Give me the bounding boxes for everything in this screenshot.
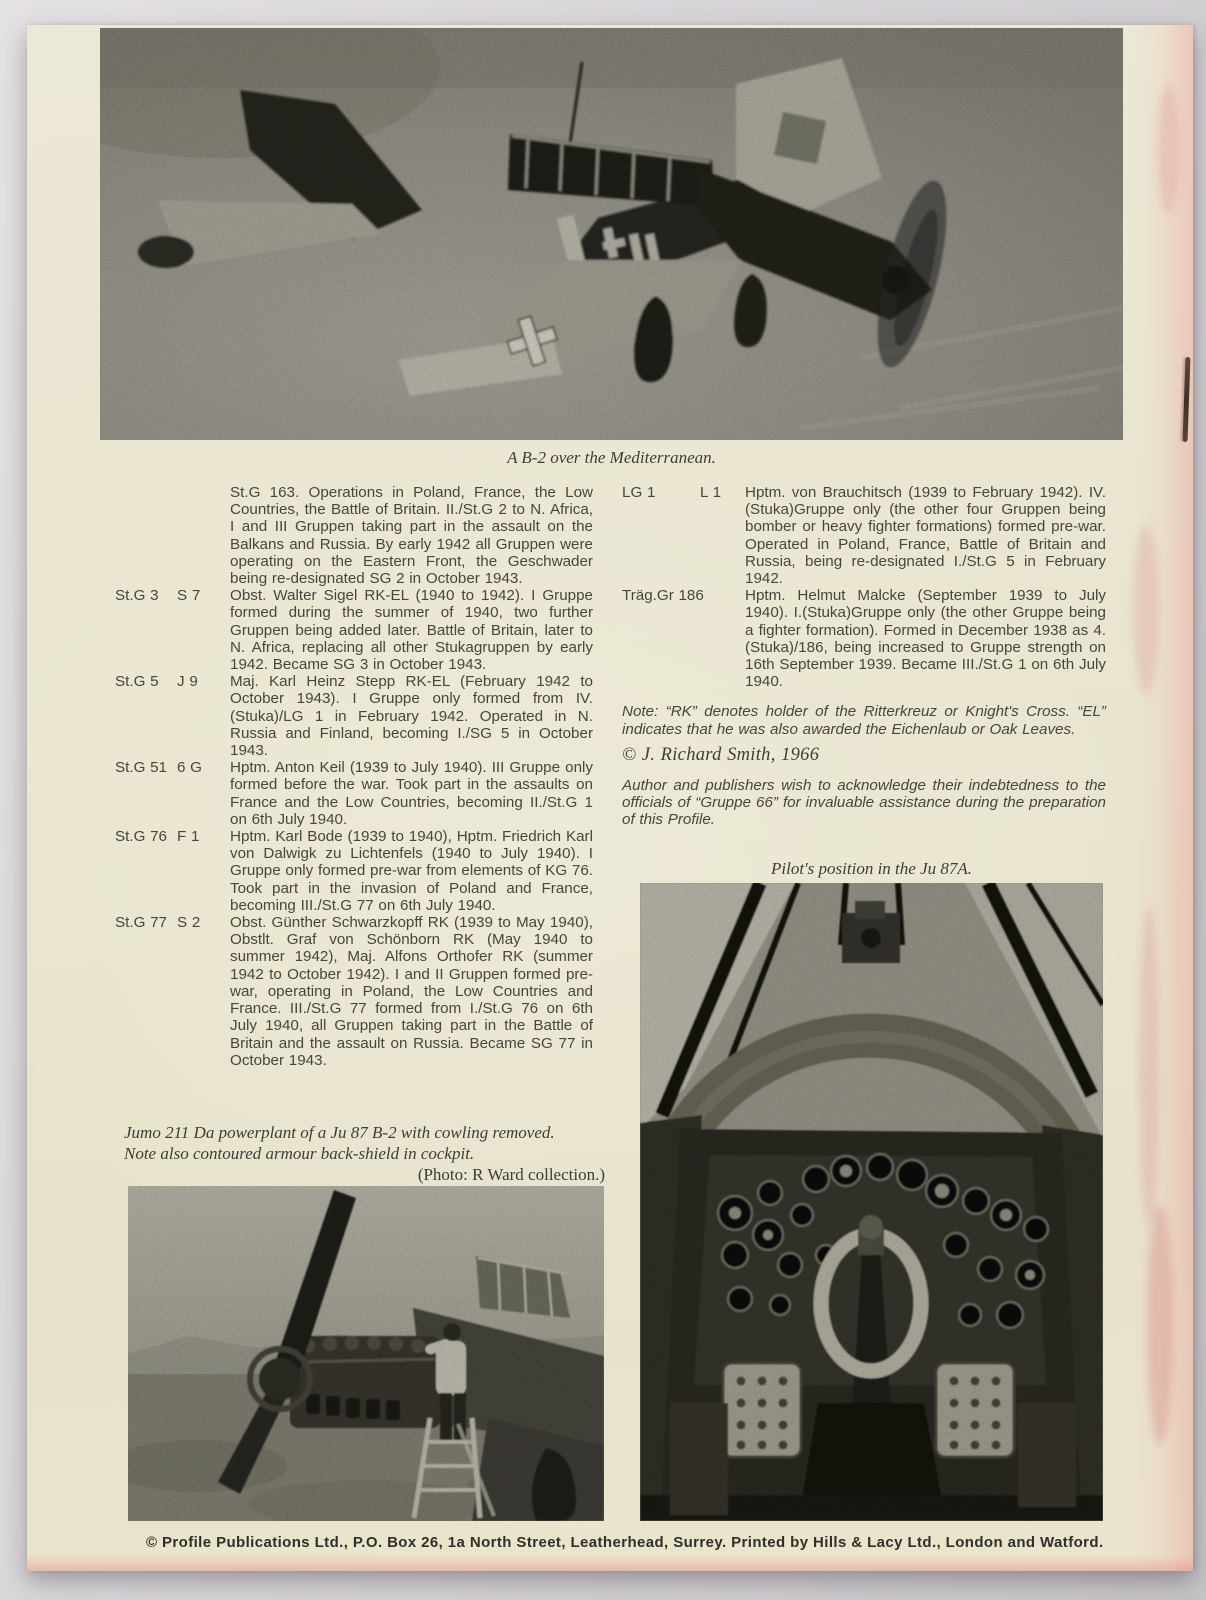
ink-stain bbox=[1157, 85, 1179, 215]
unit-list-left-column bbox=[115, 484, 593, 1069]
acknowledgment-paragraph: Author and publishers wish to acknowledge their indebtedness to the officials of “Gruppe 66” for invaluable assistance during the preparation of this Profile. bbox=[622, 777, 1106, 829]
unit-entry bbox=[115, 759, 593, 828]
unit-entry bbox=[115, 828, 593, 914]
unit-entry bbox=[115, 587, 593, 673]
engine-caption-line2: Note also contoured armour back-shield in cockpit. bbox=[124, 1144, 475, 1163]
cockpit-photo bbox=[640, 883, 1103, 1521]
unit-entry bbox=[622, 587, 1106, 690]
unit-entry bbox=[115, 914, 593, 1069]
engine-photo-caption bbox=[124, 1122, 605, 1185]
ink-stain bbox=[1139, 905, 1159, 1225]
engine-caption-line1: Jumo 211 Da powerplant of a Ju 87 B-2 with cowling removed. bbox=[124, 1123, 555, 1142]
rk-el-note: Note: “RK” denotes holder of the Ritterkreuz or Knight's Cross. “EL” indicates that he was also awarded the Eichenlaub or Oak Leaves. bbox=[622, 703, 1106, 738]
author-copyright: © J. Richard Smith, 1966 bbox=[622, 744, 820, 765]
cockpit-photo-art bbox=[640, 883, 1103, 1521]
unit-designation: St.G 3 bbox=[115, 587, 159, 605]
ink-stain bbox=[1147, 1205, 1173, 1445]
unit-designation: St.G 76 bbox=[115, 828, 167, 846]
unit-code: F 1 bbox=[177, 828, 200, 846]
unit-designation: LG 1 bbox=[622, 484, 656, 501]
unit-history-text: Hptm. von Brauchitsch (1939 to February 1942). IV.(Stuka)Gruppe only (the other four Gruppen being bomber or heavy fighter formations) formed pre-war. Operated in Poland, France, Battle of Britain and Russia, being re-designated I./St.G 5 in February 1942. bbox=[745, 484, 1106, 588]
unit-code: L 1 bbox=[700, 484, 722, 501]
ink-stain-bottom-edge bbox=[27, 1555, 1193, 1571]
unit-history-text: Hptm. Helmut Malcke (September 1939 to July 1940). I.(Stuka)Gruppe only (the other Gruppe being a fighter formation). Formed in December 1938 as 4.(Stuka)/186, being increased to Gruppe strength on 16th September 1939. Became III./St.G 1 on 6th July 1940. bbox=[745, 587, 1106, 691]
unit-history-text: St.G 163. Operations in Poland, France, the Low Countries, the Battle of Britain. II./St.G 2 to N. Africa, I and III Gruppen taking part in the assault on the Balkans and Russia. By early 1942 all Gruppen were operating on the Eastern Front, the Geschwader being re-designated SG 2 in October 1943. bbox=[230, 484, 593, 588]
unit-designation: St.G 77 bbox=[115, 914, 167, 932]
unit-history-text: Maj. Karl Heinz Stepp RK-EL (February 1942 to October 1943). I Gruppe only formed from IV.(Stuka)/LG 1 in February 1942. Operated in N. Russia and Finland, becoming I./SG 5 in October 1943. bbox=[230, 673, 593, 760]
unit-designation: St.G 51 bbox=[115, 759, 167, 777]
unit-history-text: Hptm. Anton Keil (1939 to July 1940). III Gruppe only formed before the war. Took part in the assaults on France and the Low Countries, becoming II./St.G 1 on 6th July 1940. bbox=[230, 759, 593, 828]
flight-photo-art bbox=[100, 28, 1123, 440]
engine-photo bbox=[128, 1186, 604, 1521]
staple bbox=[1183, 357, 1191, 442]
cockpit-photo-caption: Pilot's position in the Ju 87A. bbox=[770, 859, 972, 878]
magazine-page bbox=[27, 25, 1193, 1571]
unit-code: S 2 bbox=[177, 914, 201, 932]
flight-photo-caption: A B-2 over the Mediterranean. bbox=[507, 448, 716, 467]
unit-code: S 7 bbox=[177, 587, 201, 605]
publisher-imprint: © Profile Publications Ltd., P.O. Box 26, 1a North Street, Leatherhead, Surrey. Printed by Hills & Lacy Ltd., London and Watford. bbox=[146, 1534, 1104, 1551]
photo-credit: (Photo: R Ward collection.) bbox=[417, 1165, 605, 1184]
unit-code: J 9 bbox=[177, 673, 198, 691]
unit-history-text: Hptm. Karl Bode (1939 to 1940), Hptm. Friedrich Karl von Dalwigk zu Lichtenfels (1940 to July 1940). I Gruppe only formed pre-war from elements of KG 76. Took part in the invasion of Poland and France, becoming III./St.G 77 on 6th July 1940. bbox=[230, 828, 593, 914]
unit-history-text: Obst. Günther Schwarzkopff RK (1939 to May 1940), Obstlt. Graf von Schönborn RK (May 1940 to summer 1942), Maj. Alfons Orthofer RK (summer 1942 to October 1942). I and II Gruppen formed pre-war, operating in Poland, the Low Countries and France. III./St.G 77 formed from I./St.G 76 on 6th July 1940, all Gruppen taking part in the Battle of Britain and the assault on Russia. Became SG 77 in October 1943. bbox=[230, 914, 593, 1069]
ink-stain-right-edge bbox=[1135, 25, 1193, 1571]
unit-entry bbox=[622, 484, 1106, 587]
unit-history-text: Obst. Walter Sigel RK-EL (1940 to 1942). I Gruppe formed during the summer of 1940, two further Gruppen being added later. Battle of Britain, later to N. Africa, replacing all other Stukagruppen by early 1942. Became SG 3 in October 1943. bbox=[230, 587, 593, 674]
unit-designation: St.G 5 bbox=[115, 673, 159, 691]
unit-entry bbox=[115, 484, 593, 587]
ink-stain bbox=[1133, 525, 1159, 695]
unit-list-right-column bbox=[622, 484, 1106, 829]
unit-code: 6 G bbox=[177, 759, 202, 777]
unit-designation: Träg.Gr 186 bbox=[622, 587, 704, 605]
unit-entry bbox=[115, 673, 593, 759]
engine-photo-art bbox=[128, 1186, 604, 1521]
flight-photo bbox=[100, 28, 1123, 440]
